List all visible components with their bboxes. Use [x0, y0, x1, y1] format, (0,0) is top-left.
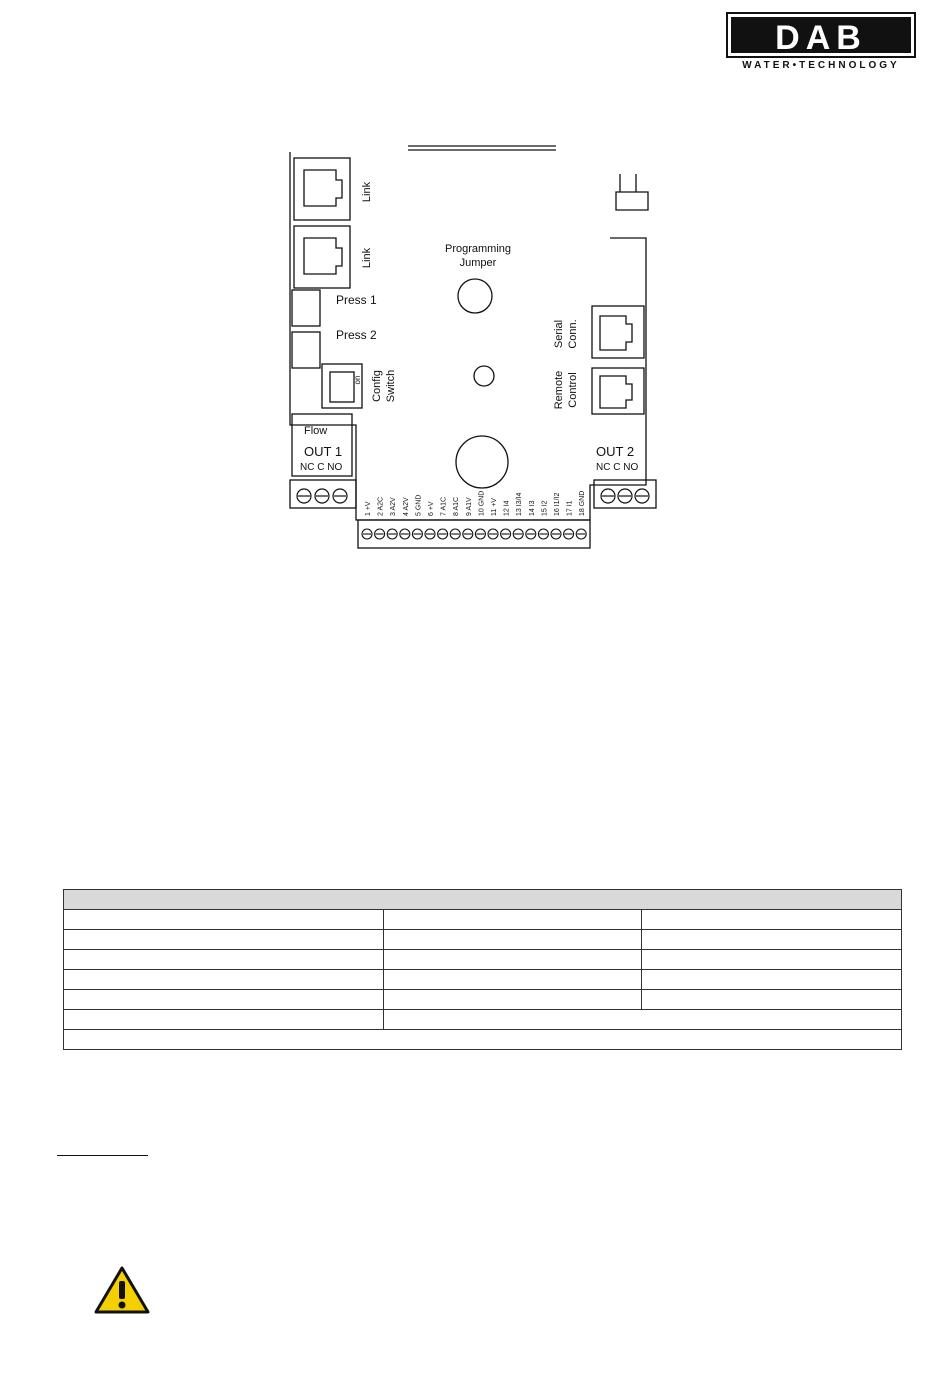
terminal-label: 9 A1V [465, 497, 473, 516]
dip-on-label: on [353, 375, 362, 385]
terminal-label: 1 +V [365, 501, 372, 516]
out-1-pins: NC C NO [300, 462, 343, 473]
table-row [64, 910, 902, 930]
remote-label: Remote [553, 370, 565, 410]
switch-label: Switch [385, 369, 397, 403]
programming-label: Programming [444, 243, 512, 255]
terminal-label: 2 A2C [377, 496, 385, 516]
terminal-label: 6 +V [428, 501, 435, 516]
control-board-diagram [270, 140, 670, 560]
jumper-label: Jumper [459, 257, 497, 269]
control-label: Control [567, 372, 579, 408]
press-2-label: Press 2 [336, 328, 377, 342]
terminal-label: 18 GND [579, 490, 587, 516]
table-row [64, 950, 902, 970]
terminal-label: 10 GND [478, 490, 486, 516]
terminal-label: 5 GND [415, 494, 423, 516]
table-row [64, 1010, 902, 1030]
terminal-label: 4 A2V [402, 497, 410, 516]
logo-tagline: WATER•TECHNOLOGY [742, 60, 900, 70]
terminal-label: 8 A1C [453, 496, 461, 516]
terminal-label: 14 I3 [528, 500, 536, 516]
terminal-label: 3 A2V [390, 497, 398, 516]
terminal-label: 12 I4 [503, 500, 511, 516]
table-row [64, 1030, 902, 1050]
press-1-label: Press 1 [336, 293, 377, 307]
terminal-label: 17 I1 [566, 500, 574, 516]
table-header-row [64, 890, 902, 910]
terminal-label: 16 I1/I2 [554, 492, 561, 516]
table-row [64, 970, 902, 990]
link-label-2: Link [361, 247, 373, 269]
table-header-cell [64, 890, 902, 910]
out-2-pins: NC C NO [596, 462, 639, 473]
out-2-label: OUT 2 [596, 444, 635, 459]
terminal-label: 13 I3/I4 [516, 492, 524, 516]
link-label-1: Link [361, 181, 373, 203]
warning-triangle-icon [94, 1266, 150, 1314]
table-row [64, 930, 902, 950]
out-1-label: OUT 1 [304, 444, 343, 459]
flow-label: Flow [304, 425, 328, 437]
specs-table [63, 889, 902, 1050]
serial-label: Serial [553, 319, 565, 349]
terminal-label: 15 I2 [541, 500, 549, 516]
terminal-label: 7 A1C [440, 496, 448, 516]
note-underline [57, 1155, 148, 1156]
logo-brand: DAB [775, 19, 867, 57]
table-row [64, 990, 902, 1010]
conn-label: Conn. [567, 319, 579, 349]
dab-logo [726, 12, 916, 70]
config-label: Config [371, 370, 383, 402]
terminal-label: 11 +V [491, 498, 498, 516]
